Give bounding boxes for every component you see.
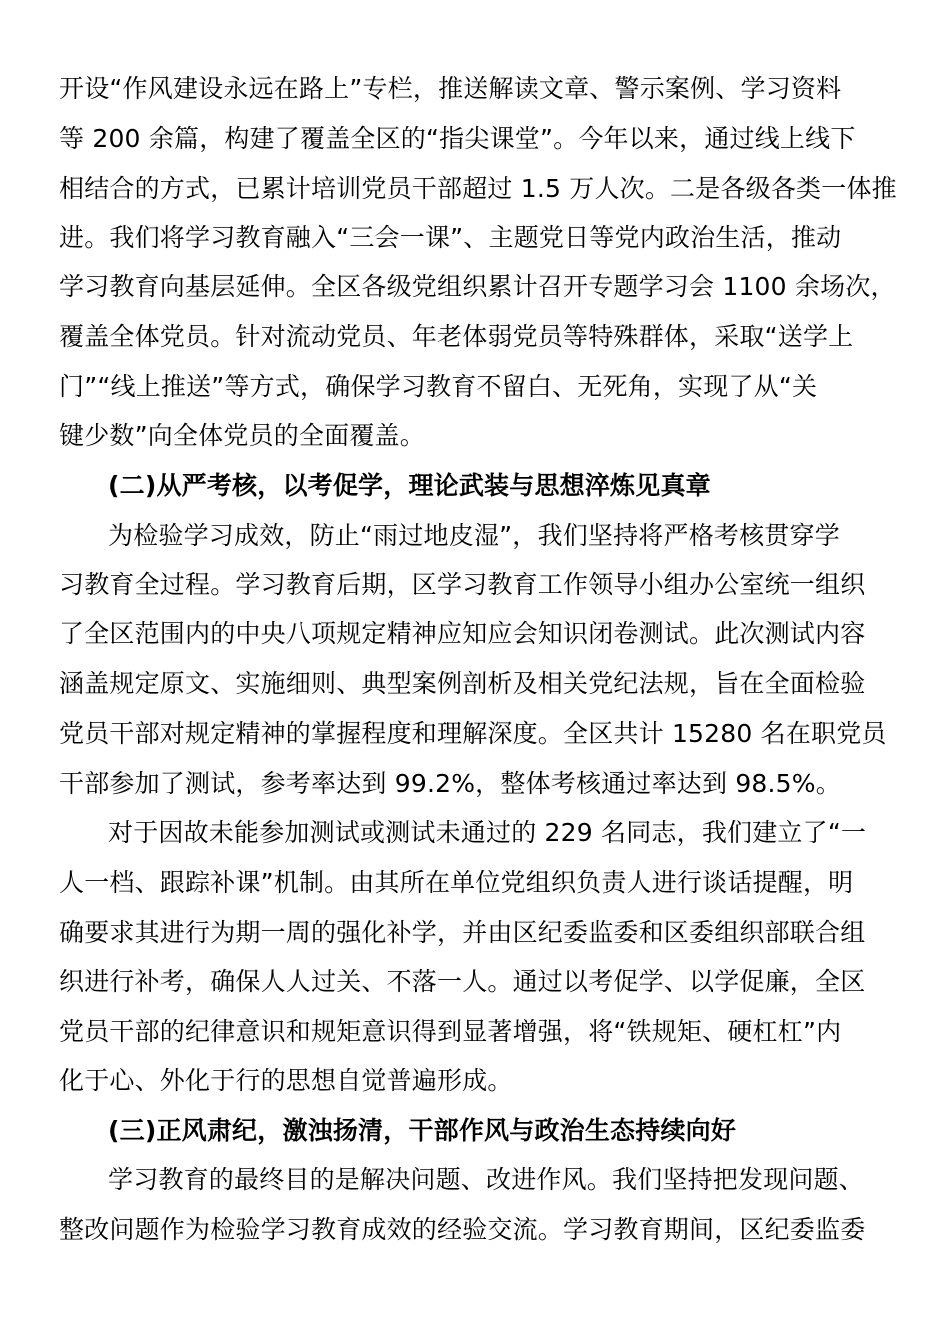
text-line: 党员干部对规定精神的掌握程度和理解深度。全区共计 15280 名在职党员: [59, 719, 887, 748]
text-line: 确要求其进行为期一周的强化补学，并由区纪委监委和区委组织部联合组: [59, 918, 866, 947]
text-line: 为检验学习成效，防止“雨过地皮湿”，我们坚持将严格考核贯穿学: [108, 521, 840, 550]
section-heading-3: (三)正风肃纪，激浊扬清，干部作风与政治生态持续向好: [108, 1116, 737, 1145]
text-line: 习教育全过程。学习教育后期，区学习教育工作领导小组办公室统一组织: [59, 570, 866, 599]
text-line: 进。我们将学习教育融入“三会一课”、主题党日等党内政治生活，推动: [59, 223, 842, 252]
text-line: 覆盖全体党员。针对流动党员、年老体弱党员等特殊群体，采取“送学上: [59, 322, 854, 351]
text-line: 等 200 余篇，构建了覆盖全区的“指尖课堂”。今年以来，通过线上线下: [59, 124, 856, 153]
text-line: 涵盖规定原文、实施细则、典型案例剖析及相关党纪法规，旨在全面检验: [59, 669, 866, 698]
text-line: 相结合的方式，已累计培训党员干部超过 1.5 万人次。二是各级各类一体推: [59, 174, 897, 203]
text-line: 干部参加了测试，参考率达到 99.2%，整体考核通过率达到 98.5%。: [59, 769, 841, 798]
text-line: 学习教育的最终目的是解决问题、改进作风。我们坚持把发现问题、: [108, 1165, 865, 1194]
text-line: 人一档、跟踪补课”机制。由其所在单位党组织负责人进行谈话提醒，明: [59, 868, 854, 897]
text-line: 整改问题作为检验学习教育成效的经验交流。学习教育期间，区纪委监委: [59, 1215, 866, 1244]
text-line: 门”“线上推送”等方式，确保学习教育不留白、无死角，实现了从“关: [59, 372, 818, 401]
text-line: 学习教育向基层延伸。全区各级党组织累计召开专题学习会 1100 余场次，: [59, 272, 896, 301]
text-line: 化于心、外化于行的思想自觉普遍形成。: [59, 1066, 513, 1095]
text-line: 了全区范围内的中央八项规定精神应知应会知识闭卷测试。此次测试内容: [59, 619, 866, 648]
text-line: 织进行补考，确保人人过关、不落一人。通过以考促学、以学促廉，全区: [59, 967, 866, 996]
text-line: 党员干部的纪律意识和规矩意识得到显著增强，将“铁规矩、硬杠杠”内: [59, 1017, 842, 1046]
text-line: 对于因故未能参加测试或测试未通过的 229 名同志，我们建立了“一: [108, 818, 867, 847]
text-line: 开设“作风建设永远在路上”专栏，推送解读文章、警示案例、学习资料: [59, 74, 842, 103]
text-line: 键少数”向全体党员的全面覆盖。: [59, 421, 425, 450]
section-heading-2: (二)从严考核，以考促学，理论武装与思想淬炼见真章: [108, 471, 711, 500]
